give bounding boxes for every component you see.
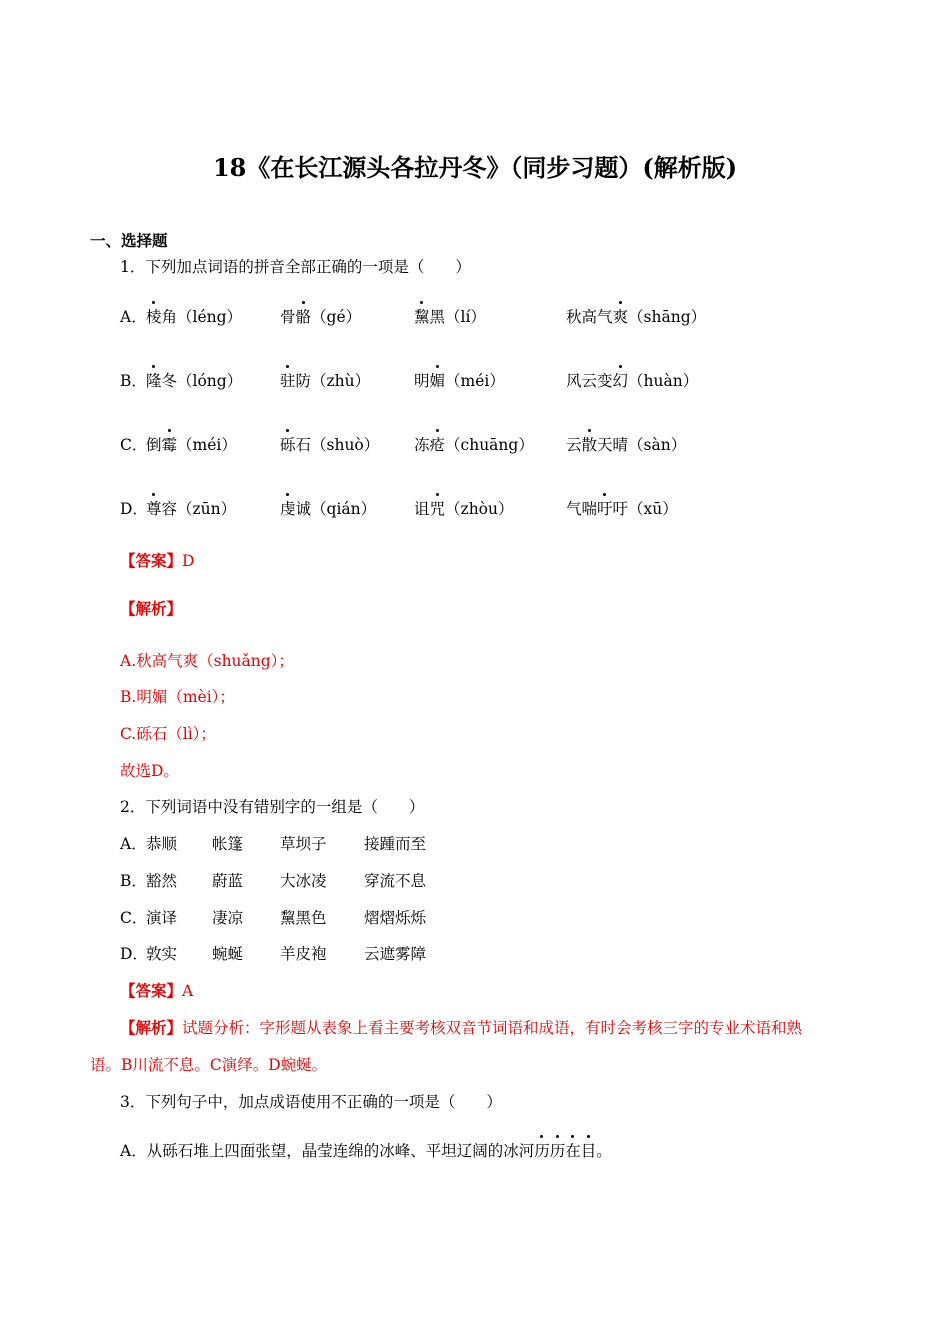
dotted-char: 在 [565, 1139, 581, 1161]
analysis-line: C.砾石（lì）； [120, 725, 216, 743]
dotted-char: 驻 [280, 369, 296, 391]
option-text: 冻 [414, 436, 430, 454]
option-text: （méi） [177, 436, 237, 454]
question-2-analysis-cont: 语。B川流不息。C演绎。D蜿蜒。 [90, 1056, 328, 1074]
option-text: 云 [566, 436, 582, 454]
option-item [280, 305, 361, 327]
option-word: 穿流不息 [364, 872, 427, 890]
dotted-char: 骼 [296, 305, 312, 327]
dotted-char: 咒 [430, 497, 446, 519]
dotted-char: 黧 [414, 305, 430, 327]
answer-value: D [182, 552, 195, 570]
option-word: 草坝子 [280, 835, 327, 853]
option-text: （shāng） [628, 308, 707, 326]
option-word: 恭顺 [146, 835, 178, 853]
option-letter: A． [120, 835, 147, 853]
option-item [280, 433, 379, 455]
analysis-line: 故选D。 [120, 762, 179, 780]
option-word: 接踵而至 [364, 835, 427, 853]
option-letter: D． [120, 500, 148, 518]
option-text: 骨 [280, 308, 296, 326]
dotted-char: 散 [582, 433, 598, 455]
question-1-stem: 1．下列加点词语的拼音全部正确的一项是（ ） [120, 258, 471, 276]
option-item [414, 369, 505, 391]
option-text: （zhòu） [445, 500, 514, 518]
dotted-char: 吁 [597, 497, 613, 519]
question-3-stem: 3．下列句子中，加点成语使用不正确的一项是（ ） [120, 1093, 502, 1111]
option-text: 明 [414, 372, 430, 390]
dotted-char: 隆 [146, 369, 162, 391]
option-text: 气喘 [566, 500, 598, 518]
dotted-char: 历 [550, 1139, 566, 1161]
option-item [566, 497, 678, 519]
option-text: 天晴（sàn） [597, 436, 687, 454]
answer-label: 【答案】 [120, 981, 183, 1000]
dotted-char: 爽 [613, 305, 629, 327]
document-title: 18《在长江源头各拉丹冬》（同步习题）(解析版) [212, 153, 738, 182]
option-item [414, 305, 486, 327]
option-word: 黧黑色 [280, 909, 327, 927]
answer-value: A [182, 982, 194, 1000]
option-letter: C． [120, 436, 148, 454]
option-text: （huàn） [628, 372, 699, 390]
option-item [146, 433, 237, 455]
option-item [280, 497, 376, 519]
option-item [414, 433, 534, 455]
dotted-char: 目 [581, 1139, 597, 1161]
option-word: 豁然 [146, 872, 178, 890]
question-1-analysis-label: 【解析】 [120, 599, 183, 618]
option-text: 防（zhù） [295, 372, 371, 390]
option-letter: D． [120, 945, 148, 963]
option-item [566, 369, 698, 391]
question-3-option-a [120, 1139, 612, 1161]
question-2-stem: 2．下列词语中没有错别字的一组是（ ） [120, 798, 425, 816]
option-text: 吁（xū） [612, 500, 678, 518]
option-text: 黑（lí） [429, 308, 486, 326]
option-item [146, 497, 236, 519]
option-item [146, 369, 242, 391]
answer-label: 【答案】 [120, 551, 183, 570]
option-word: 凄凉 [212, 909, 244, 927]
dotted-char: 尊 [146, 497, 162, 519]
dotted-char: 棱 [146, 305, 162, 327]
option-item [280, 369, 370, 391]
option-word: 蔚蓝 [212, 872, 244, 890]
analysis-label: 【解析】 [120, 1018, 183, 1037]
dotted-char: 砾 [280, 433, 296, 455]
option-text: A．从砾石堆上四面张望，晶莹连绵的冰峰、平坦辽阔的冰河 [120, 1142, 535, 1160]
question-2-analysis [120, 1016, 802, 1038]
option-word: 云遮雾障 [364, 945, 427, 963]
option-word: 大冰凌 [280, 872, 327, 890]
option-word: 演译 [146, 909, 178, 927]
dotted-char: 幻 [613, 369, 629, 391]
section-heading: 一、选择题 [90, 231, 168, 250]
option-word: 敦实 [146, 945, 178, 963]
option-item [146, 305, 242, 327]
option-text: 秋高气 [566, 308, 613, 326]
option-letter: A． [120, 308, 147, 326]
dotted-char: 媚 [430, 369, 446, 391]
option-word: 羊皮袍 [280, 945, 327, 963]
option-text: 容（zūn） [161, 500, 237, 518]
option-text: （gé） [311, 308, 362, 326]
analysis-line: B.明媚（mèi）； [120, 688, 235, 706]
analysis-text: 试题分析：字形题从表象上看主要考核双音节词语和成语，有时会考核三字的专业术语和熟 [182, 1019, 803, 1037]
option-word: 帐篷 [212, 835, 244, 853]
option-letter: B． [120, 372, 147, 390]
option-text: （chuāng） [445, 436, 534, 454]
option-text: 诅 [414, 500, 430, 518]
dotted-char: 疮 [430, 433, 446, 455]
option-text: 冬（lóng） [161, 372, 243, 390]
option-text: 角（léng） [161, 308, 243, 326]
option-item [566, 305, 706, 327]
option-item [566, 433, 686, 455]
option-text: 倒 [146, 436, 162, 454]
option-item [414, 497, 514, 519]
dotted-char: 霉 [162, 433, 178, 455]
option-word: 蜿蜒 [212, 945, 244, 963]
option-text: （méi） [445, 372, 505, 390]
analysis-line: A.秋高气爽（shuǎng）； [120, 652, 294, 670]
option-text: 风云变 [566, 372, 613, 390]
question-2-answer [120, 979, 193, 1001]
dotted-char: 历 [534, 1139, 550, 1161]
option-text: 。 [596, 1142, 612, 1160]
dotted-char: 虔 [280, 497, 296, 519]
option-text: 石（shuò） [295, 436, 380, 454]
option-letter: C． [120, 909, 148, 927]
question-1-answer [120, 549, 194, 571]
option-text: 诚（qián） [295, 500, 377, 518]
option-word: 熠熠烁烁 [364, 909, 427, 927]
option-letter: B． [120, 872, 147, 890]
